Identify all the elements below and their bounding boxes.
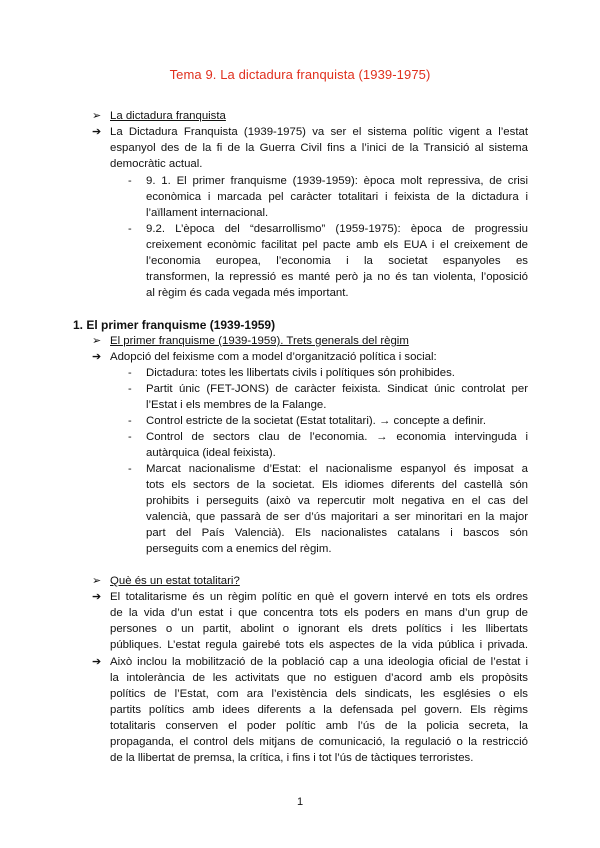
dash-bullet: - [128, 463, 132, 475]
list-item: tots els sectors de la societat. Els idiomes diferents del castellà són [146, 479, 528, 491]
list-item: Marcat nacionalisme d’Estat: el nacionalisme espanyol és imposat a [146, 463, 528, 475]
dash-bullet: - [128, 415, 132, 427]
arrow-bullet-icon: ➔ [92, 126, 102, 138]
period1-line: 9. 1. El primer franquisme (1939-1959): època molt repressiva, de crisi [146, 175, 528, 187]
period1-line: econòmica i marcada pel caràcter totalitari i feixista de la dictadura i [146, 191, 528, 203]
paragraph-line: El totalitarisme és un règim polític en què el govern intervé en tots els ordres [110, 591, 528, 603]
subheading: Què és un estat totalitari? [110, 575, 240, 587]
arrowhead-bullet-icon: ➢ [92, 575, 102, 587]
period1-line: l’aïllament internacional. [146, 207, 269, 219]
page-title: Tema 9. La dictadura franquista (1939-1975) [169, 67, 431, 82]
section-heading: 1. El primer franquisme (1939-1959) [73, 318, 276, 332]
list-item: Control de sectors clau de l’economia. → economia intervinguda i [146, 431, 528, 443]
arrow-bullet-icon: ➔ [92, 656, 102, 668]
paragraph-line: de la llibertat de premsa, la crítica, i fins i tot l’ús de tàctiques terroristes. [110, 752, 474, 764]
dash-bullet: - [128, 223, 132, 235]
list-item: Control estricte de la societat (Estat totalitari). → concepte a definir. [146, 415, 486, 427]
adopcio-line: Adopció del feixisme com a model d’organització política i social: [110, 351, 437, 363]
paragraph-line: públiques. L’estat regula gairebé tots els aspectes de la vida pública i privada. [110, 639, 528, 651]
list-item: Dictadura: totes les llibertats civils i polítiques són prohibides. [146, 367, 455, 379]
intro-para-line: espanyol des de la fi de la Guerra Civil fins a l’inici de la Transició al sistema [110, 142, 528, 154]
list-item: autàrquica (ideal feixista). [146, 447, 276, 459]
list-item: part del País Valencià). Els nacionalistes catalans i bascos són [146, 527, 528, 539]
intro-para-line: democràtic actual. [110, 158, 203, 170]
arrow-bullet-icon: ➔ [92, 591, 102, 603]
subheading: El primer franquisme (1939-1959). Trets generals del règim [110, 335, 409, 347]
dash-bullet: - [128, 383, 132, 395]
list-item: perseguits com a enemics del règim. [146, 543, 332, 555]
dash-bullet: - [128, 367, 132, 379]
dash-bullet: - [128, 431, 132, 443]
paragraph-line: totalitaris conserven el poder polític amb l’ús de la policia secreta, la [110, 720, 528, 732]
paragraph-line: la intolerància de les activitats que no estiguen d’acord amb els propòsits [110, 672, 528, 684]
arrowhead-bullet-icon: ➢ [92, 335, 102, 347]
list-item: l’Estat i els membres de la Falange. [146, 399, 327, 411]
period2-line: creixement econòmic facilitat pel pacte amb els EUA i el creixement de [146, 239, 528, 251]
paragraph-line: propaganda, el control dels mitjans de comunicació, la regulació o la restricció [110, 736, 528, 748]
paragraph-line: partits polítics amb idees diferents a la defensada pel govern. Els règims [110, 704, 528, 716]
list-item: prohibits i perseguits (això va repercutir molt negativa en el cas del [146, 495, 528, 507]
paragraph-line: persones o un partit, abolint o ignorant els drets polítics i les llibertats [110, 623, 528, 635]
list-item: valencià, que passarà de ser d’ús majoritari a ser minoritari en la major [146, 511, 528, 523]
period2-line: l’economia europea, l’economia i la societat espanyoles es [146, 255, 528, 267]
period2-line: transformen, la repressió es manté però ja no és tan violenta, l’oposició [146, 271, 528, 283]
arrow-bullet-icon: ➔ [92, 351, 102, 363]
intro-para-line: La Dictadura Franquista (1939-1975) va ser el sistema polític vigent a l’estat [110, 126, 528, 138]
arrowhead-bullet-icon: ➢ [92, 110, 102, 122]
dash-bullet: - [128, 175, 132, 187]
list-item: Partit únic (FET-JONS) de caràcter feixista. Sindicat únic controlat per [146, 383, 528, 395]
paragraph-line: polítics de l’Estat, com ara l’existència dels sindicats, les esglésies o els [110, 688, 528, 700]
intro-heading: La dictadura franquista [110, 110, 226, 122]
paragraph-line: de la vida d’un estat i que concentra tots els poders en mans d’un grup de [110, 607, 528, 619]
page-number: 1 [296, 796, 304, 808]
paragraph-line: Això inclou la mobilització de la població cap a una ideologia oficial de l’estat i [110, 656, 528, 668]
period2-line: al règim és cada vegada més important. [146, 287, 349, 299]
period2-line: 9.2. L’època del “desarrollismo” (1959-1975): època de progressiu [146, 223, 528, 235]
